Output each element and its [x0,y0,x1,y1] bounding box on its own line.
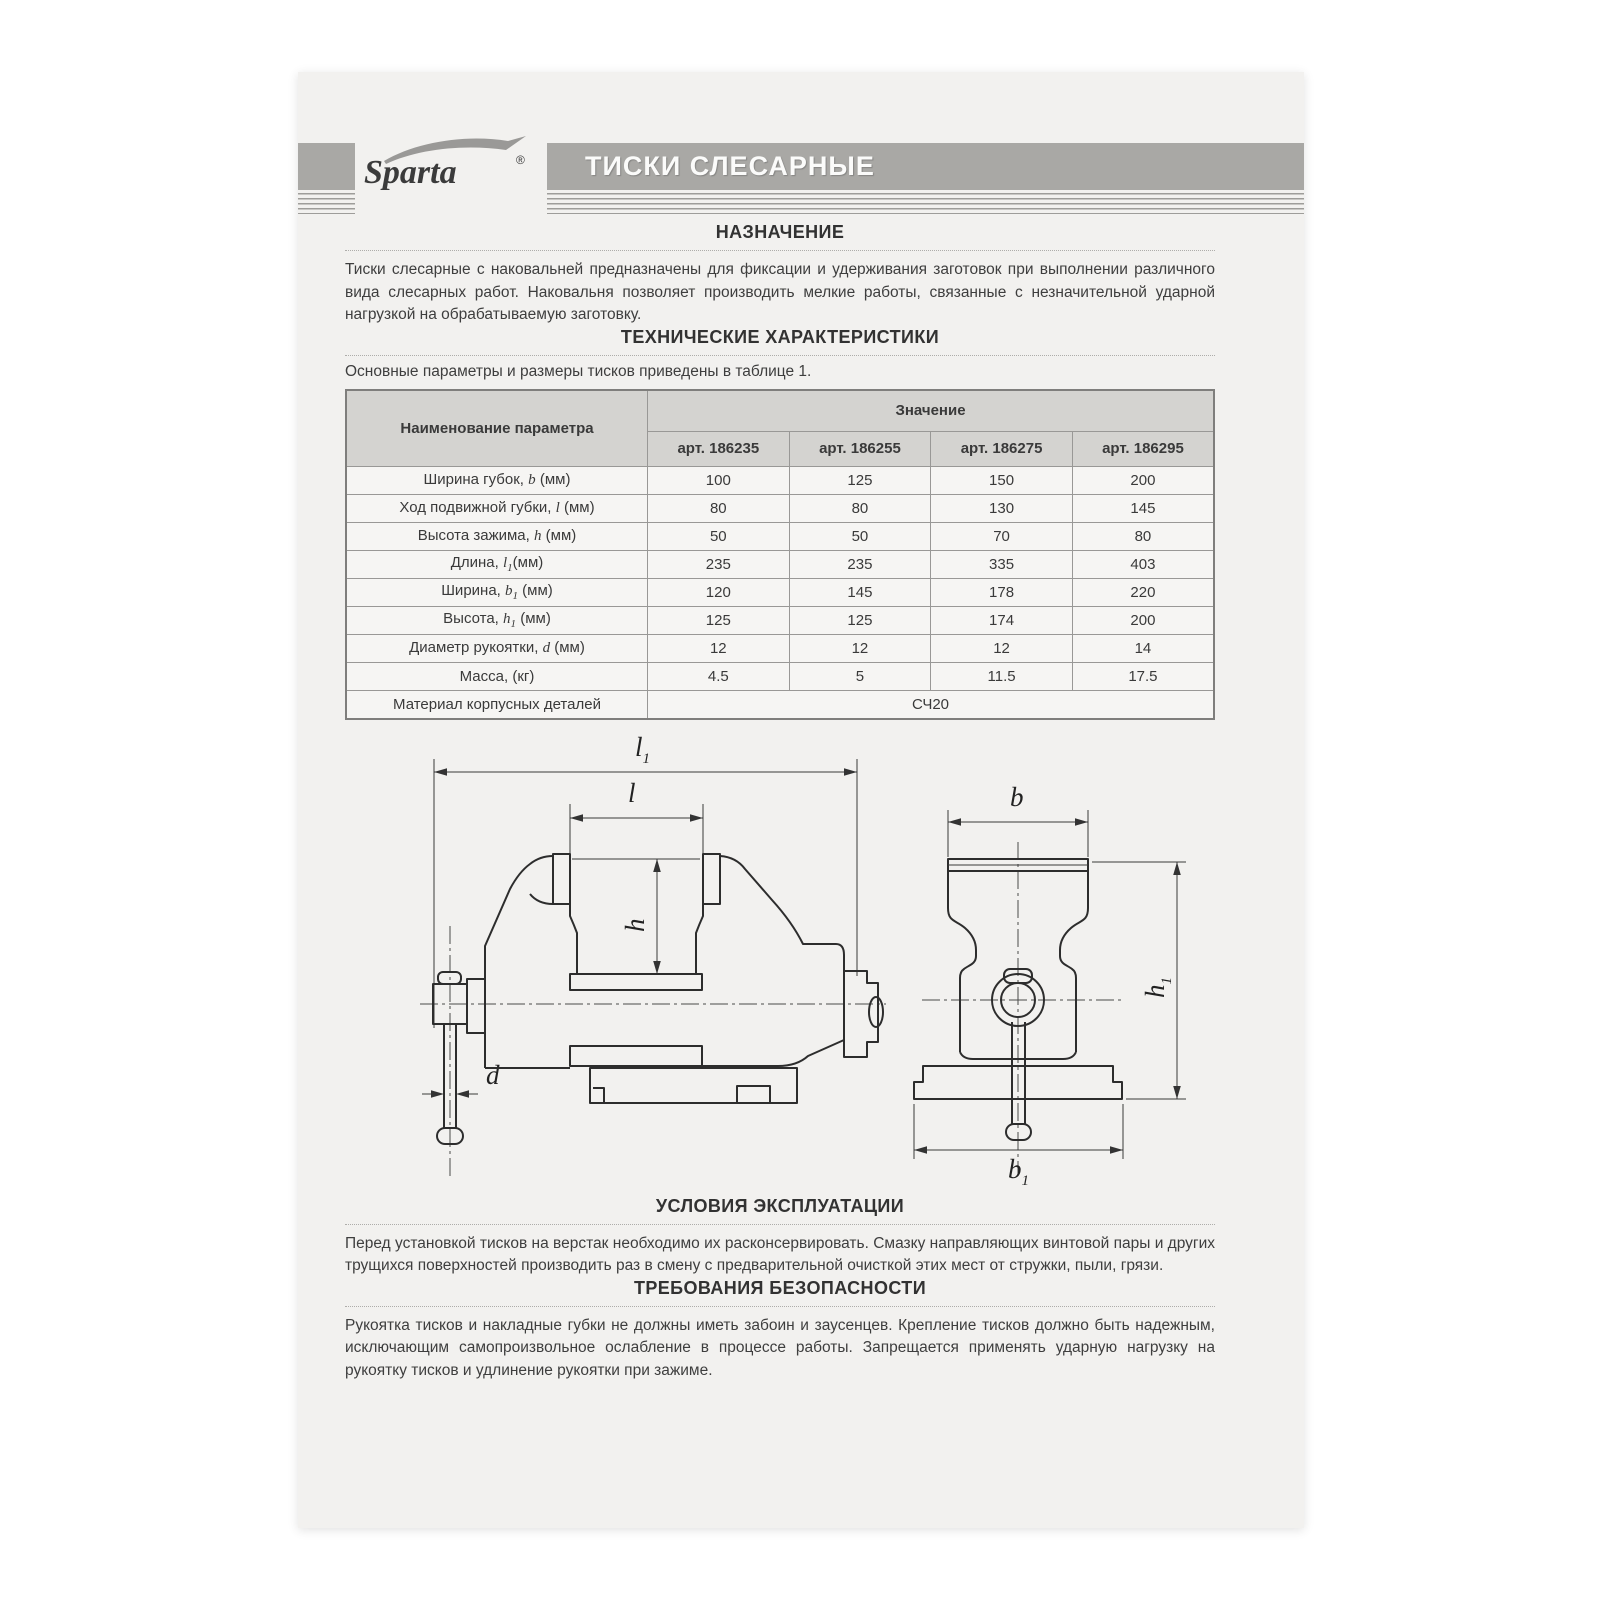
dim-l1-lines [434,759,857,1028]
param-value-cell: 125 [789,606,931,634]
param-value-cell: 70 [931,522,1073,550]
param-name-cell: Длина, $l_1(мм)$ [346,550,648,578]
table-row [346,578,1214,606]
screw-end-bracket [844,971,878,1057]
param-value-cell: 125 [789,466,931,494]
param-name-cell: Диаметр рукоятки, d (мм) [346,634,648,662]
dim-l-lines [570,804,703,854]
arrowhead-icon [844,768,857,776]
slide-bar-top-rail [570,974,702,990]
screw-end-knob [869,997,883,1027]
divider [345,250,1215,251]
article-column-header: арт. 186235 [648,431,790,466]
dim-label-l1: $l_1$ [635,731,651,767]
operation-heading: УСЛОВИЯ ЭКСПЛУАТАЦИИ [655,1195,905,1216]
front-body-right-edge [1060,871,1088,1052]
dim-label-h: h [620,918,650,932]
header-title-bar [547,143,1304,190]
front-body-left-edge [948,871,976,1052]
table-row [346,634,1214,662]
purpose-heading: НАЗНАЧЕНИЕ [715,222,845,242]
arrowhead-icon [434,768,447,776]
logo-wordmark: Sparta [364,154,457,191]
table-row [346,606,1214,634]
arrowhead-icon [1075,818,1088,826]
arrowhead-icon [653,961,661,974]
param-name-cell: Ход подвижной губки, l (мм) [346,494,648,522]
param-name-cell: Ширина губок, b (мм) [346,466,648,494]
param-value-cell: 50 [789,522,931,550]
header-left-bar [298,143,355,190]
param-value-cell: 125 [648,606,790,634]
param-value-cell: 14 [1072,634,1214,662]
dim-label-h1: $h_1$ [1140,976,1175,998]
vise-drawing-svg [420,726,1190,1196]
spec-table-body [346,466,1214,719]
param-value-cell: 11.5 [931,662,1073,690]
arrowhead-icon [948,818,961,826]
param-value-cell: 220 [1072,578,1214,606]
header-pinstripes-left [298,193,355,214]
sparta-logo-graphic [356,134,541,194]
arrowhead-icon [1110,1146,1123,1154]
table-row [346,494,1214,522]
table-row [346,522,1214,550]
operation-paragraph: Перед установкой тисков на верстак необходимо их расконсервировать. Смазку направляющих винтовой пары и других трущихся поверхностей производить раз в смену с предварительной очисткой этих мест от стружки, пыли, грязи. [345,1234,1215,1274]
divider [345,1224,1215,1225]
param-name-cell: Ширина, $b_1$ (мм) [346,578,648,606]
logo-registered-mark: ® [516,153,525,167]
dim-h-lines [572,859,700,974]
table-header-row [346,390,1214,432]
article-column-header: арт. 186295 [1072,431,1214,466]
param-value-cell: 200 [1072,466,1214,494]
value-header-cell: Значение [648,390,1215,432]
param-name-cell: Масса, (кг) [346,662,648,690]
param-value-cell: 174 [931,606,1073,634]
param-name-cell: Высота зажима, h (мм) [346,522,648,550]
fixed-body-bottom [702,1040,844,1066]
param-value-cell: 145 [1072,494,1214,522]
sparta-logo [356,134,541,194]
material-value-cell: СЧ20 [648,690,1215,719]
spec-table [345,389,1215,720]
param-value-cell: 200 [1072,606,1214,634]
param-value-cell: 80 [789,494,931,522]
specs-heading: ТЕХНИЧЕСКИЕ ХАРАКТЕРИСТИКИ [620,326,940,347]
table-row [346,550,1214,578]
table-row [346,662,1214,690]
article-column-header: арт. 186275 [931,431,1073,466]
purpose-paragraph: Тиски слесарные с наковальней предназначены для фиксации и удерживания заготовок при выполнении различного вида слесарных работ. Наковальня позволяет производить мелкие работы, связанные с незначительной ударной нагрузкой на обрабатываемую заготовку. [345,261,1215,323]
material-row [346,690,1214,719]
fixed-jaw-insert [703,854,720,904]
movable-jaw-outline [485,856,553,1068]
param-value-cell: 17.5 [1072,662,1214,690]
param-value-cell: 12 [648,634,790,662]
dim-label-l: l [628,777,636,808]
screw-collar [467,979,485,1033]
page-title: ТИСКИ СЛЕСАРНЫЕ [585,151,875,181]
movable-jaw-arc [530,894,553,904]
safety-heading: ТРЕБОВАНИЯ БЕЗОПАСНОСТИ [633,1277,927,1298]
arrowhead-icon [1173,1086,1181,1099]
param-value-cell: 50 [648,522,790,550]
fixed-jaw-face [696,904,703,974]
arrowhead-icon [690,814,703,822]
dim-label-d: d [486,1059,500,1090]
slide-bar-bottom-rail [570,1046,702,1066]
arrowhead-icon [653,859,661,872]
base-notch-left [593,1088,604,1103]
technical-drawing [420,726,1190,1196]
param-value-cell: 120 [648,578,790,606]
divider [345,355,1215,356]
param-value-cell: 80 [648,494,790,522]
safety-paragraph: Рукоятка тисков и накладные губки не должны иметь забоин и заусенцев. Крепление тисков должно быть надежным, исключающим самопроизвольное ослабление в процессе работы. Запрещается применять ударную нагрузку на рукоятку тисков и удлинение рукоятки при зажиме. [345,1316,1215,1379]
divider [345,1306,1215,1307]
param-value-cell: 145 [789,578,931,606]
param-value-cell: 335 [931,550,1073,578]
param-name-cell: Высота, $h_1$ (мм) [346,606,648,634]
material-label-cell: Материал корпусных деталей [346,690,648,719]
param-value-cell: 5 [789,662,931,690]
param-value-cell: 12 [789,634,931,662]
param-value-cell: 12 [931,634,1073,662]
param-value-cell: 150 [931,466,1073,494]
dim-label-b: b [1010,781,1024,812]
specs-intro: Основные параметры и размеры тисков приведены в таблице 1. [345,362,812,380]
article-column-header: арт. 186255 [789,431,931,466]
table-row [346,466,1214,494]
param-value-cell: 4.5 [648,662,790,690]
fixed-body-top-outline [720,856,844,971]
param-value-cell: 100 [648,466,790,494]
param-value-cell: 235 [789,550,931,578]
param-value-cell: 178 [931,578,1073,606]
document-content [345,222,1215,1382]
header-pinstripes-main [547,193,1304,214]
spec-table-head [346,390,1214,467]
param-value-cell: 403 [1072,550,1214,578]
base-notch-right [737,1086,770,1103]
document-sheet [298,72,1304,1528]
arrowhead-icon [456,1090,469,1098]
param-value-cell: 235 [648,550,790,578]
movable-jaw-insert [553,854,570,904]
dim-label-b1: $b_1$ [1008,1153,1029,1189]
arrowhead-icon [570,814,583,822]
arrowhead-icon [1173,862,1181,875]
arrowhead-icon [914,1146,927,1154]
param-header-cell: Наименование параметра [346,390,648,467]
param-value-cell: 80 [1072,522,1214,550]
param-value-cell: 130 [931,494,1073,522]
movable-jaw-face [570,904,577,974]
arrowhead-icon [431,1090,444,1098]
